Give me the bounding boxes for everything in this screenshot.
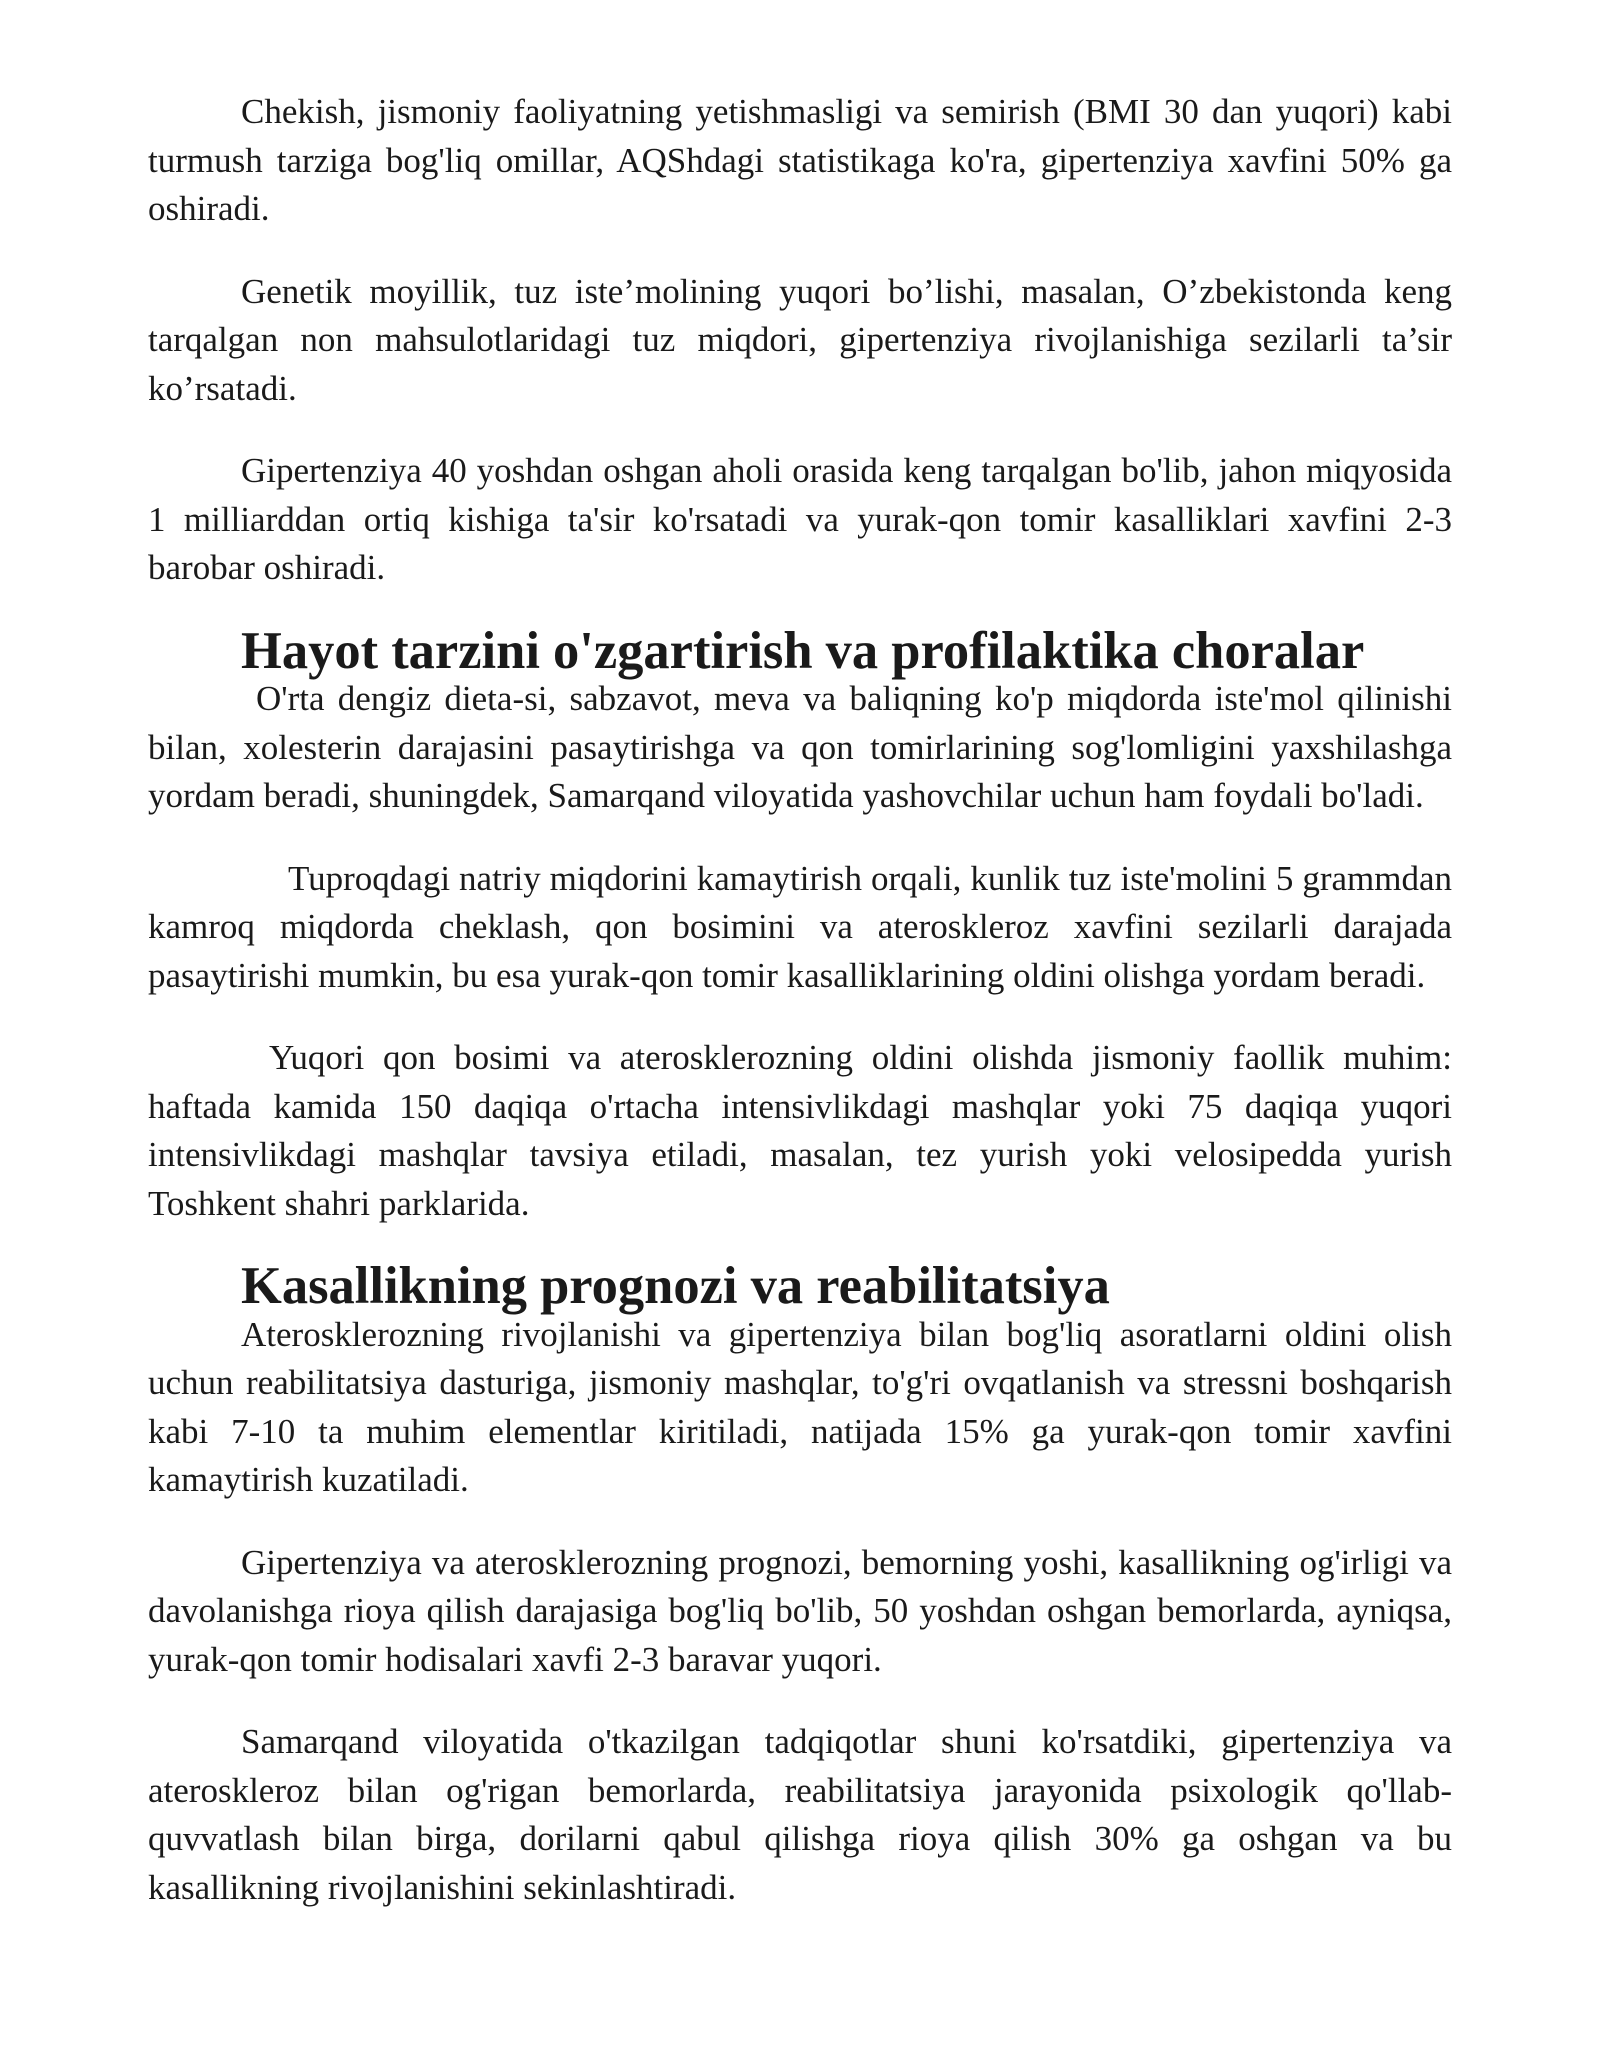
paragraph-genetic-salt: Genetik moyillik, tuz iste’molining yuqori bo’lishi, masalan, O’zbekistonda keng tarqalgan non mahsulotlaridagi tuz miqdori, gipertenziya rivojlanishiga sezilarli ta’sir ko’rsatadi. bbox=[148, 271, 1452, 408]
paragraph-hypertension-prevalence: Gipertenziya 40 yoshdan oshgan aholi orasida keng tarqalgan bo'lib, jahon miqyosida 1 milliarddan ortiq kishiga ta'sir ko'rsatadi va yurak-qon tomir kasalliklari xavfini 2-3 barobar oshiradi. bbox=[148, 451, 1452, 587]
paragraph-prognosis-factors: Gipertenziya va aterosklerozning prognozi, bemorning yoshi, kasallikning og'irligi va davolanishga rioya qilish darajasiga bog'liq bo'lib, 50 yoshdan oshgan bemorlarda, ayniqsa, yurak-qon tomir hodisalari xavfi 2-3 baravar yuqori. bbox=[148, 1542, 1452, 1679]
paragraph-samarqand-study: Samarqand viloyatida o'tkazilgan tadqiqotlar shuni ko'rsatdiki, gipertenziya va ateroskleroz bilan og'rigan bemorlarda, reabilitatsiya jarayonida psixologik qo'llab-quvvatlash bilan birga, dorilarni qabul qilishga rioya qilish 30% ga oshgan va bu kasallikning rivojlanishini sekinlashtiradi. bbox=[148, 1722, 1452, 1907]
paragraph-mediterranean-diet: O'rta dengiz dieta-si, sabzavot, meva va baliqning ko'p miqdorda iste'mol qilinishi bilan, xolesterin darajasini pasaytirishga va qon tomirlarining sog'lomligini yaxshilashga yordam beradi, shuningdek, Samarqand viloyatida yashovchilar uchun ham foydali bo'ladi. bbox=[148, 679, 1452, 815]
document-page bbox=[148, 88, 1452, 1946]
section-heading-prognosis: Kasallikning prognozi va reabilitatsiya bbox=[241, 1257, 1110, 1315]
section-lifestyle bbox=[148, 621, 1452, 1229]
paragraph-rehabilitation-program: Aterosklerozning rivojlanishi va gipertenziya bilan bog'liq asoratlarni oldini olish uchun reabilitatsiya dasturiga, jismoniy mashqlar, to'g'ri ovqatlanish va stressni boshqarish kabi 7-10 ta muhim elementlar kiritiladi, natijada 15% ga yurak-qon tomir xavfini kamaytirish kuzatiladi. bbox=[148, 1314, 1452, 1499]
paragraph-physical-activity: Yuqori qon bosimi va aterosklerozning oldini olishda jismoniy faollik muhim: haftada kamida 150 daqiqa o'rtacha intensivlikdagi mashqlar yoki 75 daqiqa yuqori intensivlikdagi mashqlar tavsiya etiladi, masalan, tez yurish yoki velosipedda yurish Toshkent shahri parklarida. bbox=[148, 1038, 1452, 1223]
paragraph-sodium-reduction: Tuproqdagi natriy miqdorini kamaytirish orqali, kunlik tuz iste'molini 5 grammdan kamroq miqdorda cheklash, qon bosimini va ateroskleroz xavfini sezilarli darajada pasaytirishi mumkin, bu esa yurak-qon tomir kasalliklarining oldini olishga yordam beradi. bbox=[148, 858, 1452, 995]
section-prognosis bbox=[148, 1257, 1452, 1912]
section-heading-lifestyle: Hayot tarzini o'zgartirish va profilaktika choralar bbox=[241, 621, 1365, 680]
paragraph-smoking-risk: Chekish, jismoniy faoliyatning yetishmasligi va semirish (BMI 30 dan yuqori) kabi turmush tarziga bog'liq omillar, AQShdagi statistikaga ko'ra, gipertenziya xavfini 50% ga oshiradi. bbox=[148, 92, 1452, 228]
